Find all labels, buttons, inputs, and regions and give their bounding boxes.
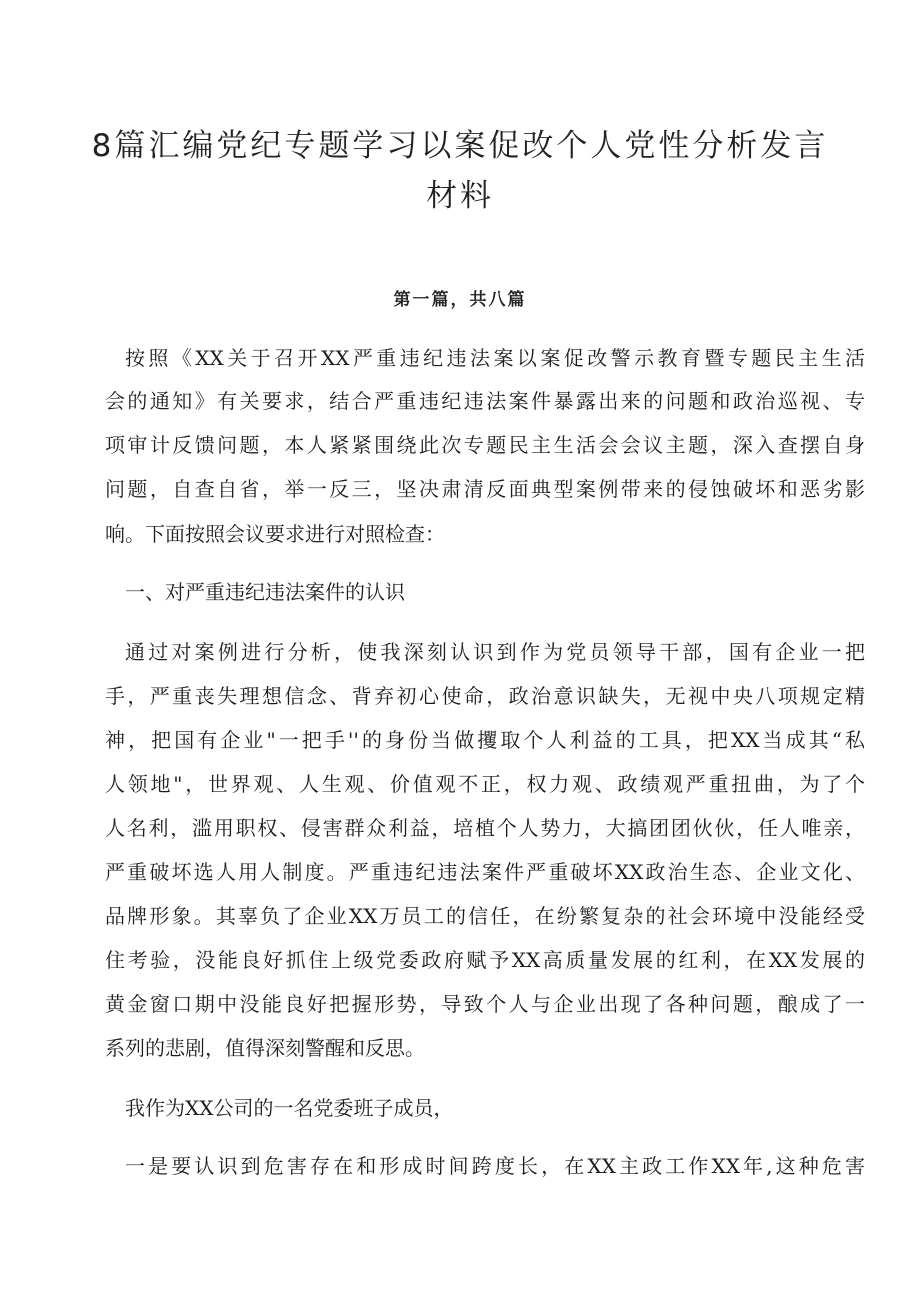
paragraph-1-line-5: 响。下面按照会议要求进行对照检查： bbox=[105, 522, 445, 546]
section-1-heading: 一、对严重违纪违法案件的认识 bbox=[125, 580, 405, 604]
paragraph-2-line-3: 神，把国有企业"一把手''的身份当做攫取个人利益的工具，把XX当成其“私 bbox=[105, 728, 865, 752]
paragraph-1-line-1: 按照《XX关于召开XX严重违纪违法案以案促改警示教育暨专题民主生活 bbox=[125, 346, 865, 370]
document-title-line-2: 材料 bbox=[426, 178, 494, 214]
paragraph-1-line-3: 项审计反馈问题，本人紧紧围绕此次专题民主生活会会议主题，深入查摆自身 bbox=[105, 433, 865, 457]
paragraph-2-line-1: 通过对案例进行分析，使我深刻认识到作为党员领导干部，国有企业一把 bbox=[125, 640, 865, 664]
paragraph-2-line-9: 黄金窗口期中没能良好把握形势，导致个人与企业出现了各种问题，酿成了一 bbox=[105, 992, 865, 1016]
paragraph-2-line-6: 严重破坏选人用人制度。严重违纪违法案件严重破坏XX政治生态、企业文化、 bbox=[105, 860, 865, 884]
paragraph-2-line-10: 系列的悲剧，值得深刻警醒和反思。 bbox=[105, 1036, 425, 1060]
document-subtitle: 第一篇，共八篇 bbox=[393, 290, 527, 310]
document-title-line-1: 8篇汇编党纪专题学习以案促改个人党性分析发言 bbox=[91, 128, 829, 164]
paragraph-2-line-8: 住考验，没能良好抓住上级党委政府赋予XX高质量发展的红利，在XX发展的 bbox=[105, 948, 865, 972]
paragraph-2-line-4: 人领地"，世界观、人生观、价值观不正，权力观、政绩观严重扭曲，为了个 bbox=[105, 772, 865, 796]
paragraph-3: 我作为XX公司的一名党委班子成员， bbox=[125, 1096, 454, 1120]
paragraph-2-line-5: 人名利，滥用职权、侵害群众利益，培植个人势力，大搞团团伙伙，任人唯亲， bbox=[105, 816, 865, 840]
paragraph-1-line-2: 会的通知》有关要求，结合严重违纪违法案件暴露出来的问题和政治巡视、专 bbox=[105, 389, 865, 413]
paragraph-2-line-7: 品牌形象。其辜负了企业XX万员工的信任，在纷繁复杂的社会环境中没能经受 bbox=[105, 904, 865, 928]
paragraph-4-line-1: 一是要认识到危害存在和形成时间跨度长，在XX主政工作XX年,这种危害 bbox=[125, 1154, 865, 1178]
paragraph-2-line-2: 手，严重丧失理想信念、背弃初心使命，政治意识缺失，无视中央八项规定精 bbox=[105, 684, 865, 708]
paragraph-1-line-4: 问题，自查自省，举一反三，坚决肃清反面典型案例带来的侵蚀破坏和恶劣影 bbox=[105, 477, 865, 501]
